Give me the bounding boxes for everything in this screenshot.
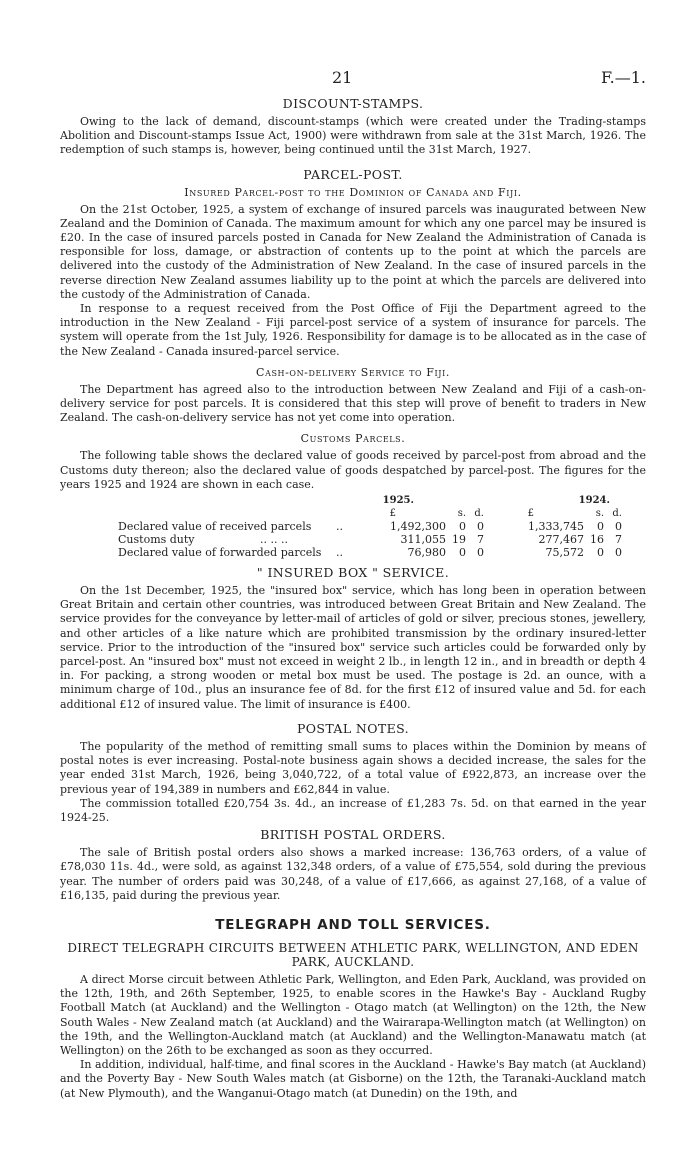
table-row: [60, 533, 646, 546]
value-1924-pence: 7: [615, 533, 622, 547]
value-1924-pounds: 277,467: [538, 533, 584, 547]
postal-notes-paragraph-2: The commission totalled £20,754 3s. 4d., an increase of £1,283 7s. 5d. on that earned in the year 1924-25.: [60, 796, 646, 824]
value-1925-shillings: 0: [459, 520, 466, 534]
unit-pence-1924: d.: [612, 508, 622, 520]
table-row: [60, 520, 646, 533]
value-1924-shillings: 0: [597, 520, 604, 534]
row-leader-dots: ..: [336, 546, 343, 560]
unit-pence-1925: d.: [474, 508, 484, 520]
insured-box-paragraph: On the 1st December, 1925, the "insured box" service, which has long been in operation between Great Britain and certain other countries, was introduced between Great Britain and New Zealand. The service provides for the conveyance by letter-mail of articles of gold or silver, precious stones, jewellery, and other articles of a like nature which are prohibited transmission by the ordinary insured-letter service. Prior to the introduction of the "insured box" service such articles could be forwarded only by parcel-post. An "insured box" must not exceed in weight 2 lb., in length 12 in., and in breadth or depth 4 in. For packing, a strong wooden or metal box must be used. The postage is 2d. an ounce, with a minimum charge of 10d., plus an insurance fee of 8d. for the first £12 of insured value and 5d. for each additional £12 of insured value. The limit of insurance is £400.: [60, 584, 646, 711]
discount-stamps-heading: DISCOUNT-STAMPS.: [282, 96, 424, 111]
document-page: [60, 68, 646, 1101]
value-1924-pence: 0: [615, 520, 622, 534]
row-label: Declared value of received parcels: [118, 520, 312, 534]
table-row: [60, 546, 646, 559]
row-leader-dots: .. .. ..: [260, 533, 288, 547]
value-1924-shillings: 16: [590, 533, 604, 547]
page-number: 21: [332, 68, 353, 87]
cash-on-delivery-paragraph: The Department has agreed also to the introduction between New Zealand and Fiji of a cash-on-delivery service for post parcels. It is considered that this step will prove of benefit to traders in New Zealand. The cash-on-delivery service has not yet come into operation.: [60, 382, 646, 425]
customs-parcels-paragraph: The following table shows the declared value of goods received by parcel-post from abroad and the Customs duty thereon; also the declared value of goods despatched by parcel-post. The figures for the years 1925 and 1924 are shown in each case.: [60, 449, 646, 491]
postal-notes-paragraph-1: The popularity of the method of remitting small sums to places within the Dominion by means of postal notes is ever increasing. Postal-note business again shows a decided increase, the sales for the year ended 31st March, 1926, being 3,040,722, of a total value of £922,873, an increase over the previous year of 194,389 in numbers and £62,844 in value.: [60, 739, 646, 796]
telegraph-paragraph-1: A direct Morse circuit between Athletic Park, Wellington, and Eden Park, Auckland, was provided on the 12th, 19th, and 26th September, 1925, to enable scores in the Hawke's Bay - Auckland Rugby Football Match (at Auckland) and the Wellington - Otago match (at Wellington) on the 12th, the New South Wales - New Zealand match (at Auckland) and the Wairarapa-Wellington match (at Wellington) on the 19th, and the Wellington-Auckland match (at Auckland) and the Wellington-Manawatu match (at Wellington) on the 26th to be exchanged as soon as they occurred.: [60, 972, 646, 1057]
insured-parcel-post-subheading: Insured Parcel-post to the Dominion of Canada and Fiji.: [184, 185, 522, 199]
value-1925-shillings: 0: [459, 546, 466, 560]
british-postal-orders-paragraph: The sale of British postal orders also shows a marked increase: 136,763 orders, of a value of £78,030 11s. 4d., were sold, as against 132,348 orders, of a value of £75,554, sold during the previous year. The number of orders paid was 30,248, of a value of £17,666, as against 27,168, of a value of £16,135, paid during the previous year.: [60, 846, 646, 902]
direct-telegraph-circuits-heading: DIRECT TELEGRAPH CIRCUITS BETWEEN ATHLETIC PARK, WELLINGTON, AND EDEN PARK, AUCKLAND.: [67, 940, 639, 969]
customs-parcels-table: [60, 494, 646, 559]
unit-shilling-1925: s.: [457, 508, 466, 520]
value-1925-pence: 0: [477, 546, 484, 560]
insured-box-heading: " INSURED BOX " SERVICE.: [256, 565, 450, 581]
value-1924-shillings: 0: [597, 546, 604, 560]
row-leader-dots: ..: [336, 520, 343, 534]
table-unit-row: [60, 507, 646, 520]
unit-pound-1924: £: [527, 508, 534, 520]
parcel-post-heading: PARCEL-POST.: [303, 166, 403, 182]
customs-parcels-subheading: Customs Parcels.: [300, 432, 406, 446]
unit-shilling-1924: s.: [595, 508, 604, 520]
year-1924-header: 1924.: [578, 495, 610, 507]
value-1925-pence: 7: [477, 533, 484, 547]
insured-parcel-paragraph-2: In response to a request received from the Post Office of Fiji the Department agreed to the introduction in the New Zealand - Fiji parcel-post service of a system of insurance for parcels. The system will operate from the 1st July, 1926. Responsibility for damage is to be allocated as in the case of the New Zealand - Canada insured-parcel service.: [60, 302, 646, 358]
discount-stamps-paragraph: Owing to the lack of demand, discount-stamps (which were created under the Trading-stamps Abolition and Discount-stamps Issue Act, 1900) were withdrawn from sale at the 31st March, 1926. The redemption of such stamps is, however, being continued until the 31st March, 1927.: [60, 115, 646, 157]
row-label: Declared value of forwarded parcels: [118, 546, 322, 560]
value-1925-pence: 0: [477, 520, 484, 534]
page-header: [60, 68, 646, 90]
value-1924-pence: 0: [615, 546, 622, 560]
value-1925-pounds: 76,980: [407, 546, 446, 560]
telegraph-paragraph-2: In addition, individual, half-time, and final scores in the Auckland - Hawke's Bay match (at Auckland) and the Poverty Bay - New South Wales match (at Gisborne) on the 12th, the Taranaki-Auckland match (at New Plymouth), and the Wanganui-Otago match (at Dunedin) on the 19th, and: [60, 1058, 646, 1100]
value-1925-shillings: 19: [452, 533, 466, 547]
table-year-row: [60, 494, 646, 507]
postal-notes-heading: POSTAL NOTES.: [296, 720, 410, 736]
telegraph-toll-services-heading: TELEGRAPH AND TOLL SERVICES.: [215, 916, 491, 933]
british-postal-orders-heading: BRITISH POSTAL ORDERS.: [260, 827, 446, 843]
document-reference: F.—1.: [601, 68, 646, 87]
cash-on-delivery-subheading: Cash-on-delivery Service to Fiji.: [256, 365, 450, 379]
value-1925-pounds: 1,492,300: [390, 520, 446, 534]
unit-pound-1925: £: [389, 508, 396, 520]
value-1925-pounds: 311,055: [400, 533, 446, 547]
value-1924-pounds: 75,572: [545, 546, 584, 560]
insured-parcel-paragraph-1: On the 21st October, 1925, a system of exchange of insured parcels was inaugurated between New Zealand and the Dominion of Canada. The maximum amount for which any one parcel may be insured is £20. In the case of insured parcels posted in Canada for New Zealand the Administration of Canada is responsible for loss, damage, or abstraction of contents up to the point at which the parcels are delivered into the custody of the Administration of New Zealand. In the case of insured parcels in the reverse direction New Zealand assumes liability up to the point at which the parcels are delivered into the custody of the Administration of Canada.: [60, 202, 646, 301]
value-1924-pounds: 1,333,745: [528, 520, 584, 534]
row-label: Customs duty: [118, 533, 195, 547]
year-1925-header: 1925.: [382, 495, 414, 507]
